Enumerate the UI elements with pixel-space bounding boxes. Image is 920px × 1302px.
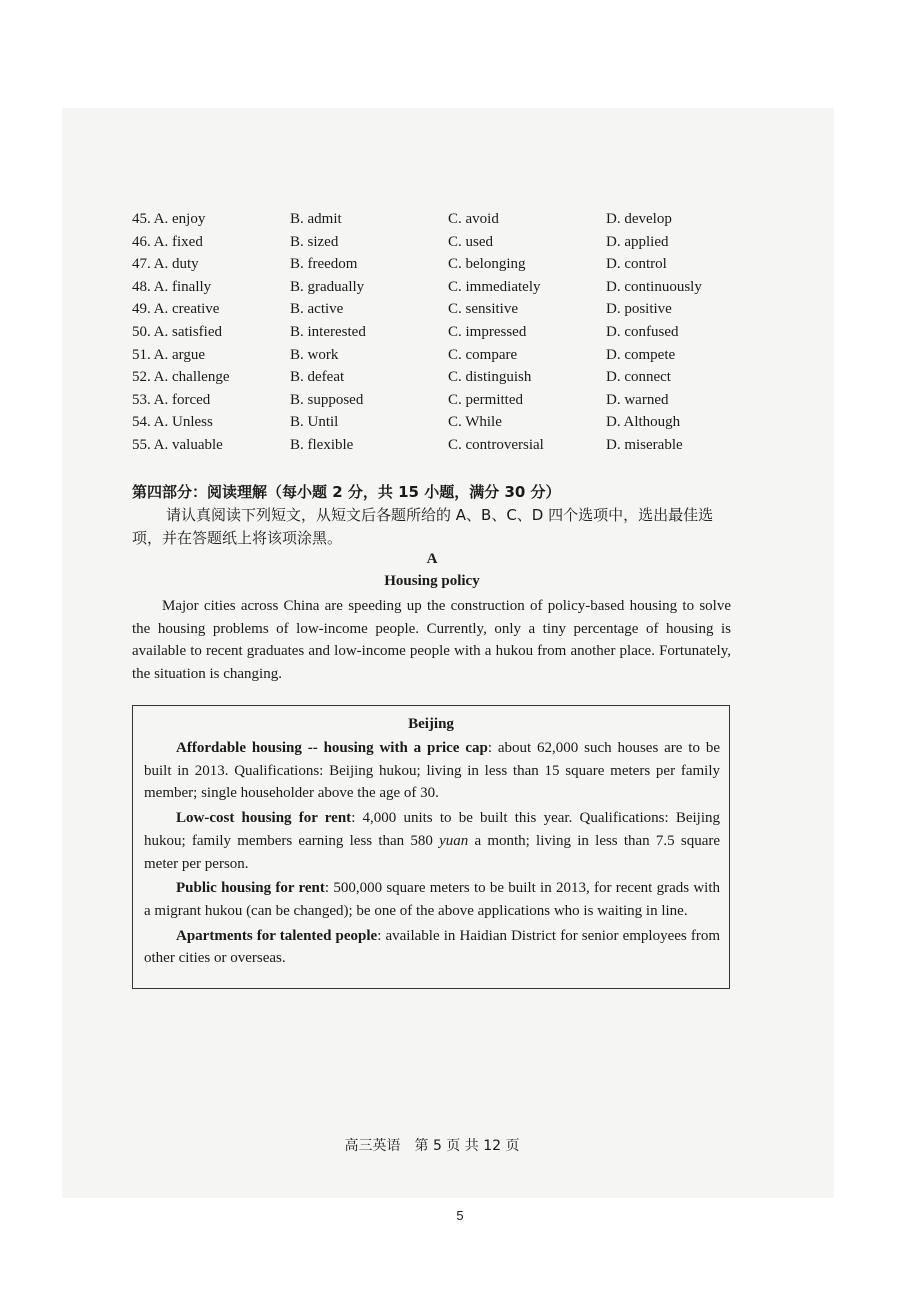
option-choice-c: C. used xyxy=(448,233,493,250)
option-row xyxy=(132,434,732,457)
info-text-italic: yuan xyxy=(439,832,469,849)
info-box-title: Beijing xyxy=(408,716,454,732)
passage-letter: A xyxy=(426,551,438,567)
answer-options-list xyxy=(132,208,732,457)
option-choice-a: 50. A. satisfied xyxy=(132,323,222,340)
option-row xyxy=(132,366,732,389)
option-row xyxy=(132,253,732,276)
option-choice-b: B. Until xyxy=(290,414,339,431)
option-row xyxy=(132,298,732,321)
option-choice-b: B. defeat xyxy=(290,369,345,386)
info-term: Affordable housing -- housing with a price cap xyxy=(176,740,488,756)
option-choice-d: D. positive xyxy=(606,301,672,318)
option-choice-d: D. compete xyxy=(606,346,676,363)
passage-intro: Major cities across China are speeding up the construction of policy-based housing to solve the housing problems of low-income people. Currently, only a tiny percentage of housing is available to recent graduates and low-income people with a hukou from another place. Fortunately, the situation is changing. xyxy=(132,598,731,683)
option-choice-b: B. gradually xyxy=(290,278,365,295)
option-choice-a: 51. A. argue xyxy=(132,346,206,363)
option-choice-d: D. connect xyxy=(606,369,671,386)
info-paragraph xyxy=(144,877,720,922)
option-choice-c: C. sensitive xyxy=(448,301,518,318)
page-footer: 高三英语 第 5 页 共 12 页 xyxy=(344,1138,520,1154)
option-choice-c: C. avoid xyxy=(448,211,499,227)
info-text: : available in Haidian District for senior employees from other cities or overseas. xyxy=(144,927,720,967)
option-choice-a: 47. A. duty xyxy=(132,256,199,273)
info-term: Apartments for talented people xyxy=(176,927,378,944)
option-choice-a: 48. A. finally xyxy=(132,278,212,295)
option-choice-b: B. active xyxy=(290,301,344,318)
passage-title: Housing policy xyxy=(384,573,480,589)
option-choice-a: 46. A. fixed xyxy=(132,233,203,250)
info-text: : 500,000 square meters to be built in 2013, for recent grads with a migrant hukou (can be changed); be one of the above applications who is waiting in line. xyxy=(144,880,721,919)
section-instruction: 请认真阅读下列短文，从短文后各题所给的 A、B、C、D 四个选项中，选出最佳选项，并在答题纸上将该项涂黑。 xyxy=(132,506,714,547)
option-choice-d: D. warned xyxy=(606,391,669,408)
option-choice-c: C. compare xyxy=(448,346,518,363)
option-choice-a: 54. A. Unless xyxy=(132,414,213,431)
option-row xyxy=(132,389,732,412)
option-choice-c: C. immediately xyxy=(448,278,541,295)
section-heading xyxy=(132,481,732,502)
option-choice-c: C. impressed xyxy=(448,323,527,340)
info-paragraph xyxy=(144,737,720,805)
option-choice-b: B. freedom xyxy=(290,256,358,273)
option-choice-d: D. develop xyxy=(606,211,672,227)
info-box-body xyxy=(144,737,720,970)
option-choice-a: 53. A. forced xyxy=(132,391,211,408)
info-paragraph xyxy=(144,925,720,970)
option-row xyxy=(132,276,732,299)
option-choice-a: 55. A. valuable xyxy=(132,436,223,453)
option-choice-d: D. confused xyxy=(606,323,679,340)
option-choice-d: D. applied xyxy=(606,233,669,250)
info-box xyxy=(132,705,730,989)
option-row xyxy=(132,344,732,367)
info-text: : about 62,000 such houses are to be built in 2013. Qualifications: Beijing hukou; living in less than 15 square meters per family member; single householder above the age of 30. xyxy=(144,740,720,802)
option-choice-c: C. controversial xyxy=(448,436,544,453)
info-text: a month; living in less than 7.5 square meter per person. xyxy=(144,832,721,872)
option-choice-a: 45. A. enjoy xyxy=(132,211,206,227)
option-row xyxy=(132,231,732,254)
option-row xyxy=(132,208,732,231)
option-choice-b: B. supposed xyxy=(290,391,364,408)
option-choice-a: 52. A. challenge xyxy=(132,369,230,386)
option-choice-a: 49. A. creative xyxy=(132,301,220,318)
option-choice-d: D. miserable xyxy=(606,436,683,453)
option-choice-c: C. While xyxy=(448,414,502,431)
info-text: : 4,000 units to be built this year. Qualifications: Beijing hukou; family members earning less than 580 xyxy=(144,810,720,849)
option-choice-b: B. interested xyxy=(290,323,366,340)
option-choice-b: B. admit xyxy=(290,211,342,227)
option-choice-c: C. belonging xyxy=(448,256,526,273)
info-term: Low-cost housing for rent xyxy=(176,810,352,827)
option-row xyxy=(132,411,732,434)
option-row xyxy=(132,321,732,344)
option-choice-d: D. control xyxy=(606,256,667,273)
option-choice-c: C. distinguish xyxy=(448,369,532,386)
option-choice-b: B. flexible xyxy=(290,436,354,453)
option-choice-d: D. Although xyxy=(606,414,681,431)
option-choice-b: B. work xyxy=(290,346,339,363)
section-points: （每小题 2 分，共 15 小题，满分 30 分） xyxy=(267,483,561,501)
page-number: 5 xyxy=(456,1208,464,1223)
info-paragraph xyxy=(144,807,720,875)
option-choice-c: C. permitted xyxy=(448,391,523,408)
option-choice-b: B. sized xyxy=(290,233,339,250)
info-term: Public housing for rent xyxy=(176,880,325,897)
section-title: 第四部分：阅读理解 xyxy=(132,483,268,501)
option-choice-d: D. continuously xyxy=(606,278,702,295)
